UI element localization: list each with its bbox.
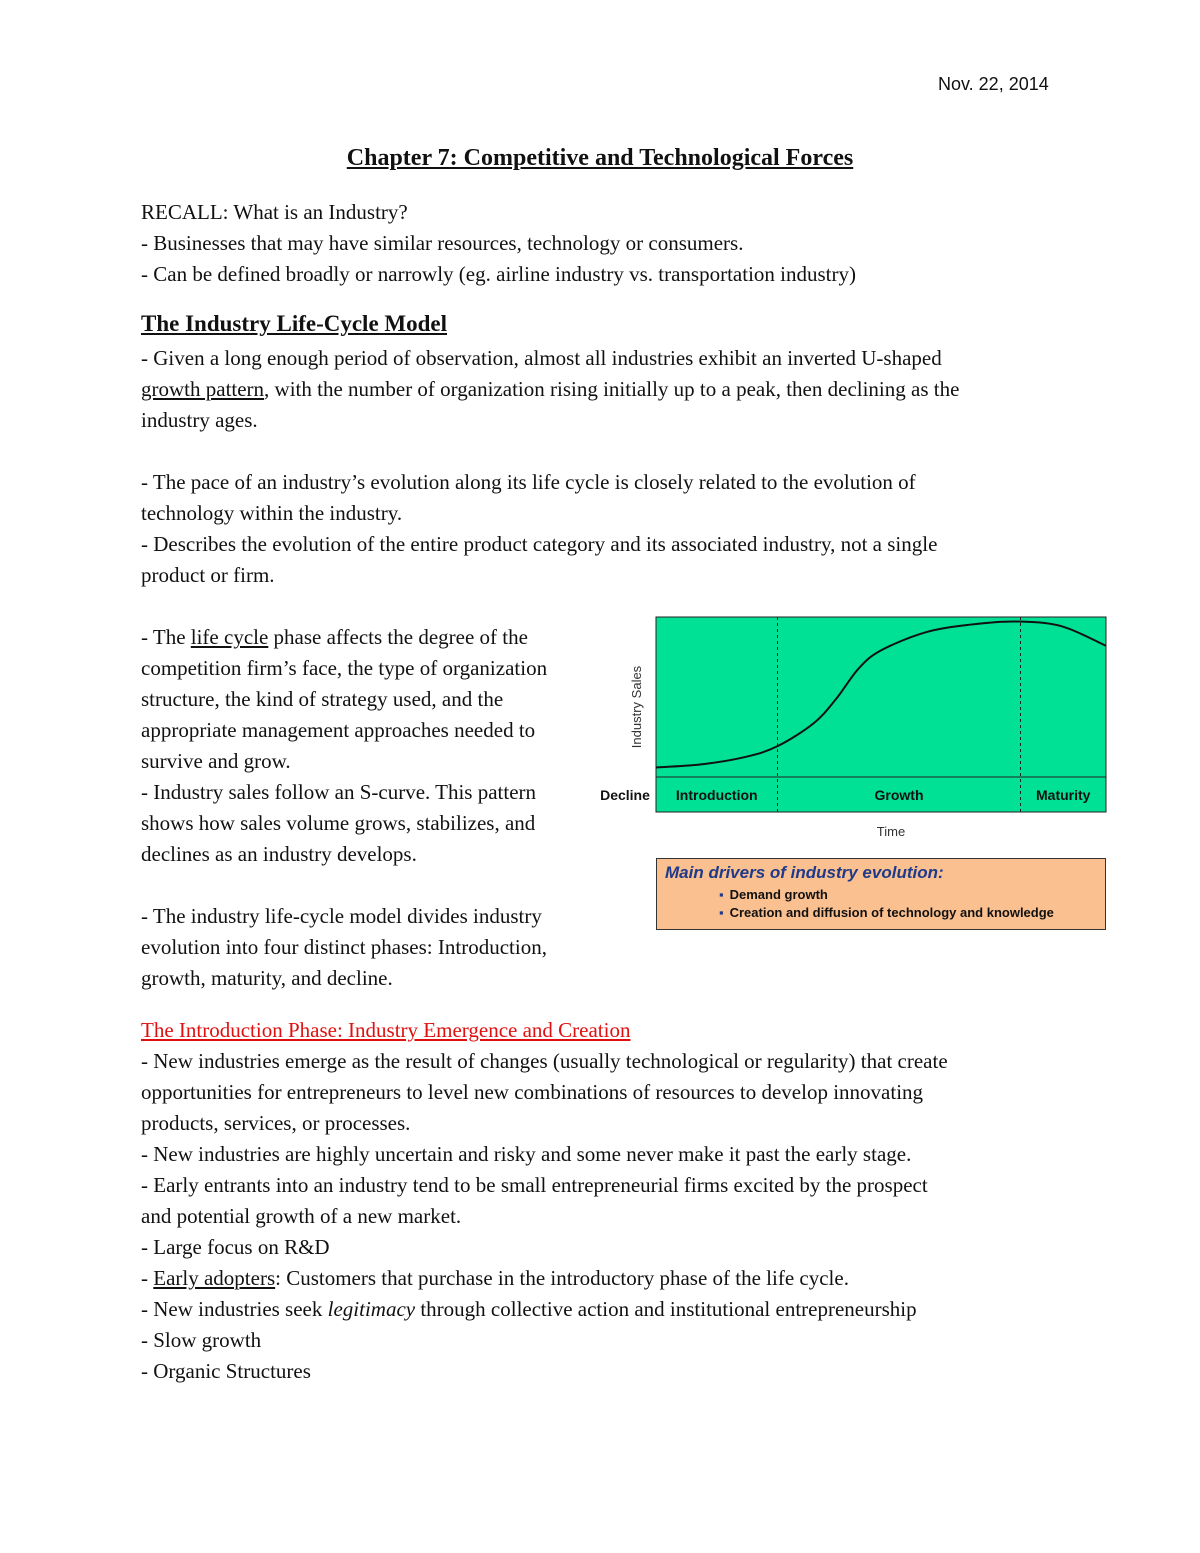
bullet-icon: ▪ xyxy=(719,905,724,920)
drivers-title: Main drivers of industry evolution: xyxy=(665,863,944,882)
lifecycle-text: evolution into four distinct phases: Introduction, xyxy=(141,935,547,959)
lifecycle-text-span: , with the number of organization rising initially up to a peak, then declining as the xyxy=(264,377,960,401)
lifecycle-text-span: - The xyxy=(141,625,191,649)
intro-text: - New industries emerge as the result of changes (usually technological or regularity) that create xyxy=(141,1049,948,1073)
intro-text: opportunities for entrepreneurs to level new combinations of resources to develop innovating xyxy=(141,1080,924,1104)
early-adopters-term: Early adopters xyxy=(153,1266,276,1290)
driver-item xyxy=(719,905,1054,920)
intro-text-span: : Customers that purchase in the introductory phase of the life cycle. xyxy=(275,1266,849,1290)
intro-text: and potential growth of a new market. xyxy=(141,1204,462,1228)
intro-phase-heading: The Introduction Phase: Industry Emergence and Creation xyxy=(141,1018,631,1042)
lifecycle-text: structure, the kind of strategy used, and the xyxy=(141,687,504,711)
lifecycle-text: industry ages. xyxy=(141,408,258,432)
industry-lifecycle-chart xyxy=(600,612,1110,847)
intro-text xyxy=(141,1266,849,1291)
lifecycle-text: - The pace of an industry’s evolution along its life cycle is closely related to the evolution of xyxy=(141,470,916,494)
lifecycle-text: competition firm’s face, the type of organization xyxy=(141,656,548,680)
x-axis-label: Time xyxy=(876,824,906,839)
lifecycle-text: declines as an industry develops. xyxy=(141,842,417,866)
intro-text-span: through collective action and institutional entrepreneurship xyxy=(415,1297,917,1321)
lifecycle-text: - Describes the evolution of the entire product category and its associated industry, not a single xyxy=(141,532,938,556)
life-cycle-term: life cycle xyxy=(190,625,269,649)
lifecycle-text: - Given a long enough period of observation, almost all industries exhibit an inverted U-shaped xyxy=(141,346,942,370)
bullet-icon: ▪ xyxy=(719,887,724,902)
driver-item-label: Demand growth xyxy=(729,887,828,902)
recall-point-1: - Businesses that may have similar resources, technology or consumers. xyxy=(141,231,744,255)
phase-label: Decline xyxy=(600,787,650,803)
document-date: Nov. 22, 2014 xyxy=(938,74,1049,94)
phase-label: Maturity xyxy=(1036,787,1091,803)
lifecycle-text: - Industry sales follow an S-curve. This pattern xyxy=(141,780,537,804)
lifecycle-text: appropriate management approaches needed to xyxy=(141,718,536,742)
intro-text: - Organic Structures xyxy=(141,1359,311,1383)
legitimacy-term: legitimacy xyxy=(327,1297,416,1321)
plot-area xyxy=(656,617,1106,812)
lifecycle-text: - The industry life-cycle model divides industry xyxy=(141,904,542,928)
lifecycle-heading: The Industry Life-Cycle Model xyxy=(141,311,448,336)
driver-item xyxy=(719,887,828,902)
lifecycle-text: growth, maturity, and decline. xyxy=(141,966,393,990)
intro-text-span: - xyxy=(141,1266,154,1290)
lifecycle-text: technology within the industry. xyxy=(141,501,403,525)
growth-pattern-term: growth pattern xyxy=(141,377,265,401)
lifecycle-text xyxy=(141,625,528,650)
recall-point-2: - Can be defined broadly or narrowly (eg. airline industry vs. transportation industry) xyxy=(141,262,856,286)
recall-question: RECALL: What is an Industry? xyxy=(141,200,408,224)
page-title: Chapter 7: Competitive and Technological Forces xyxy=(346,145,854,171)
phase-label: Introduction xyxy=(675,787,758,803)
driver-item-label: Creation and diffusion of technology and knowledge xyxy=(729,905,1054,920)
intro-text-span: - New industries seek xyxy=(141,1297,328,1321)
lifecycle-text: survive and grow. xyxy=(141,749,291,773)
lifecycle-text: product or firm. xyxy=(141,563,275,587)
lifecycle-text: shows how sales volume grows, stabilizes, and xyxy=(141,811,536,835)
y-axis-label: Industry Sales xyxy=(629,665,644,749)
intro-text: - Early entrants into an industry tend to be small entrepreneurial firms excited by the prospect xyxy=(141,1173,928,1197)
intro-text: products, services, or processes. xyxy=(141,1111,411,1135)
intro-text: - Slow growth xyxy=(141,1328,262,1352)
lifecycle-text-span: phase affects the degree of the xyxy=(268,625,528,649)
intro-text: - New industries are highly uncertain and risky and some never make it past the early stage. xyxy=(141,1142,912,1166)
intro-text xyxy=(141,1297,917,1322)
phase-label: Growth xyxy=(874,787,924,803)
intro-text: - Large focus on R&D xyxy=(141,1235,330,1259)
lifecycle-text xyxy=(141,377,959,402)
drivers-box xyxy=(656,858,1106,930)
